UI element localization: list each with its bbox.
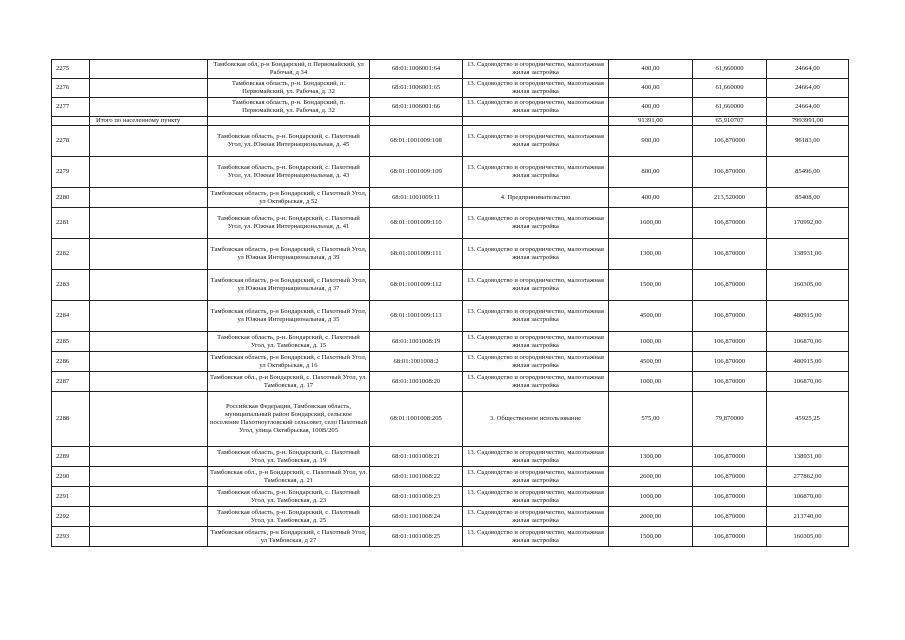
land-use-cell: 13. Садоводство и огородничество, малоэтажная жилая застройка (463, 527, 609, 547)
address-cell: Тамбовская область, р-н Бондарский, с Пахотный Угол, ул Южная Интернациональная, д 37 (208, 270, 370, 301)
row-number: 2278 (52, 126, 90, 157)
cadastral-number-cell: 68:01:1001008:25 (370, 527, 463, 547)
address-cell: Тамбовская область, р-н Бондарский, с Пахотный Угол, ул Октябрьская, д 16 (208, 352, 370, 372)
subtotal-label: Итого по населенному пункту (90, 117, 208, 126)
area-cell: 1300,00 (609, 447, 693, 467)
cadastral-table (51, 59, 849, 547)
settlement-cell (90, 79, 208, 98)
cadastral-number-cell: 68:01:1006001:66 (370, 98, 463, 117)
cadastral-number-cell: 68:01:1001008:20 (370, 372, 463, 392)
table-row (52, 188, 849, 208)
land-use-cell: 13. Садоводство и огородничество, малоэтажная жилая застройка (463, 467, 609, 487)
row-number: 2285 (52, 332, 90, 352)
subtotal-cadastral-cell (370, 117, 463, 126)
land-use-cell: 13. Садоводство и огородничество, малоэтажная жилая застройка (463, 239, 609, 270)
row-number: 2275 (52, 60, 90, 79)
land-use-cell: 13. Садоводство и огородничество, малоэтажная жилая застройка (463, 270, 609, 301)
table-row (52, 270, 849, 301)
address-cell: Тамбовская область, р-н. Бондарский, с. Пахотный Угол, ул. Тамбовская, д. 25 (208, 507, 370, 527)
cadastral-number-cell: 68:01:1001008:23 (370, 487, 463, 507)
land-use-cell: 13. Садоводство и огородничество, малоэтажная жилая застройка (463, 332, 609, 352)
area-cell: 4500,00 (609, 301, 693, 332)
subtotal-address-cell (208, 117, 370, 126)
row-number: 2291 (52, 487, 90, 507)
settlement-cell (90, 392, 208, 447)
subtotal-use-cell (463, 117, 609, 126)
settlement-cell (90, 239, 208, 270)
specific-value-cell: 106,870000 (693, 527, 767, 547)
settlement-cell (90, 60, 208, 79)
cadastral-number-cell: 68:01:1001008:2 (370, 352, 463, 372)
cadastral-value-cell: 160305,00 (767, 270, 849, 301)
address-cell: Тамбовская область, р-н. Бондарский, с. Пахотный Угол, ул. Тамбовская, д. 23 (208, 487, 370, 507)
cadastral-number-cell: 68:01:1001009:111 (370, 239, 463, 270)
address-cell: Тамбовская область, р-н. Бондарский, п. Первомайский, ул. Рабочая, д. 32 (208, 98, 370, 117)
address-cell: Тамбовская область, р-н. Бондарский, п. Первомайский, ул. Рабочая, д. 32 (208, 79, 370, 98)
table-row (52, 392, 849, 447)
settlement-cell (90, 126, 208, 157)
settlement-cell (90, 270, 208, 301)
row-number: 2279 (52, 157, 90, 188)
area-cell: 900,00 (609, 126, 693, 157)
settlement-cell (90, 527, 208, 547)
settlement-cell (90, 352, 208, 372)
row-number: 2290 (52, 467, 90, 487)
area-cell: 1300,00 (609, 239, 693, 270)
row-number: 2280 (52, 188, 90, 208)
subtotal-number-cell (52, 117, 90, 126)
cadastral-number-cell: 68:01:1001009:110 (370, 208, 463, 239)
cadastral-value-cell: 480915,00 (767, 352, 849, 372)
settlement-cell (90, 467, 208, 487)
area-cell: 400,00 (609, 98, 693, 117)
cadastral-value-cell: 160305,00 (767, 527, 849, 547)
specific-value-cell: 106,870000 (693, 467, 767, 487)
row-number: 2289 (52, 447, 90, 467)
land-use-cell: 13. Садоводство и огородничество, малоэтажная жилая застройка (463, 487, 609, 507)
specific-value-cell: 106,870000 (693, 352, 767, 372)
specific-value-cell: 213,520000 (693, 188, 767, 208)
address-cell: Тамбовская область, р-н Бондарский, с Пахотный Угол, ул Октябрьская, д 52 (208, 188, 370, 208)
specific-value-cell: 61,660000 (693, 79, 767, 98)
table-row (52, 507, 849, 527)
cadastral-number-cell: 68:01:1001009:11 (370, 188, 463, 208)
area-cell: 1500,00 (609, 270, 693, 301)
specific-value-cell: 106,870000 (693, 270, 767, 301)
row-number: 2293 (52, 527, 90, 547)
cadastral-number-cell: 68:01:1001009:109 (370, 157, 463, 188)
table-row (52, 239, 849, 270)
specific-value-cell: 61,660000 (693, 60, 767, 79)
land-use-cell: 13. Садоводство и огородничество, малоэтажная жилая застройка (463, 98, 609, 117)
table-row (52, 208, 849, 239)
area-cell: 400,00 (609, 188, 693, 208)
table-row (52, 332, 849, 352)
address-cell: Тамбовская область, р-н Бондарский, с Пахотный Угол, ул Южная Интернациональная, д 39 (208, 239, 370, 270)
table-row (52, 467, 849, 487)
subtotal-area: 91391,00 (609, 117, 693, 126)
area-cell: 4500,00 (609, 352, 693, 372)
table-row (52, 527, 849, 547)
address-cell: Тамбовская область, р-н Бондарский, с Пахотный Угол, ул Южная Интернациональная, д 35 (208, 301, 370, 332)
row-number: 2277 (52, 98, 90, 117)
address-cell: Тамбовская область, р-н. Бондарский, с. Пахотный Угол, ул. Тамбовская, д. 15 (208, 332, 370, 352)
settlement-cell (90, 208, 208, 239)
settlement-cell (90, 487, 208, 507)
settlement-cell (90, 301, 208, 332)
cadastral-value-cell: 106870,00 (767, 487, 849, 507)
area-cell: 400,00 (609, 79, 693, 98)
settlement-cell (90, 507, 208, 527)
specific-value-cell: 106,870000 (693, 507, 767, 527)
cadastral-value-cell: 277862,00 (767, 467, 849, 487)
area-cell: 800,00 (609, 157, 693, 188)
cadastral-value-cell: 45925,25 (767, 392, 849, 447)
land-use-cell: 13. Садоводство и огородничество, малоэтажная жилая застройка (463, 126, 609, 157)
cadastral-value-cell: 96183,00 (767, 126, 849, 157)
specific-value-cell: 106,870000 (693, 208, 767, 239)
settlement-cell (90, 98, 208, 117)
cadastral-number-cell: 68:01:1001008:21 (370, 447, 463, 467)
table-row (52, 79, 849, 98)
cadastral-value-cell: 170992,00 (767, 208, 849, 239)
land-use-cell: 13. Садоводство и огородничество, малоэтажная жилая застройка (463, 157, 609, 188)
land-use-cell: 13. Садоводство и огородничество, малоэтажная жилая застройка (463, 447, 609, 467)
area-cell: 1600,00 (609, 208, 693, 239)
settlement-cell (90, 157, 208, 188)
row-number: 2286 (52, 352, 90, 372)
cadastral-value-cell: 138931,00 (767, 239, 849, 270)
table-row (52, 157, 849, 188)
settlement-cell (90, 447, 208, 467)
settlement-cell (90, 372, 208, 392)
address-cell: Тамбовская обл, р-н Бондарский, п Первомайский, ул Рабочая, д 34 (208, 60, 370, 79)
cadastral-number-cell: 68:01:1001009:113 (370, 301, 463, 332)
cadastral-value-cell: 24664,00 (767, 98, 849, 117)
row-number: 2282 (52, 239, 90, 270)
cadastral-number-cell: 68:01:1006001:64 (370, 60, 463, 79)
specific-value-cell: 106,870000 (693, 239, 767, 270)
land-use-cell: 13. Садоводство и огородничество, малоэтажная жилая застройка (463, 79, 609, 98)
table-row (52, 372, 849, 392)
cadastral-value-cell: 24664,00 (767, 60, 849, 79)
cadastral-number-cell: 68:01:1001008:19 (370, 332, 463, 352)
subtotal-rate: 65,910707 (693, 117, 767, 126)
cadastral-number-cell: 68:01:1001009:112 (370, 270, 463, 301)
cadastral-value-cell: 138931,00 (767, 447, 849, 467)
cadastral-value-cell: 85496,00 (767, 157, 849, 188)
specific-value-cell: 106,870000 (693, 487, 767, 507)
address-cell: Тамбовская область, р-н Бондарский, с Пахотный Угол, ул Тамбовская, д 27 (208, 527, 370, 547)
row-number: 2276 (52, 79, 90, 98)
cadastral-value-cell: 480915,00 (767, 301, 849, 332)
address-cell: Российская Федерация, Тамбовская область, муниципальный район Бондарский, сельское поселение Пахотноугловский сельсовет, село Пахотный Угол, улица Октябрьская, 100В/205 (208, 392, 370, 447)
cadastral-value-cell: 85408,00 (767, 188, 849, 208)
address-cell: Тамбовская обл., р-н Бондарский, с. Пахотный Угол, ул. Тамбовская, д. 17 (208, 372, 370, 392)
table-row (52, 98, 849, 117)
area-cell: 2000,00 (609, 507, 693, 527)
row-number: 2292 (52, 507, 90, 527)
address-cell: Тамбовская обл., р-н Бондарский, с. Пахотный Угол, ул. Тамбовская, д. 21 (208, 467, 370, 487)
row-number: 2287 (52, 372, 90, 392)
cadastral-number-cell: 68:01:1006001:65 (370, 79, 463, 98)
cadastral-value-cell: 106870,00 (767, 372, 849, 392)
area-cell: 1000,00 (609, 332, 693, 352)
land-use-cell: 13. Садоводство и огородничество, малоэтажная жилая застройка (463, 372, 609, 392)
address-cell: Тамбовская область, р-н. Бондарский, с. Пахотный Угол, ул. Южная Интернациональная, д. 43 (208, 157, 370, 188)
specific-value-cell: 106,870000 (693, 372, 767, 392)
row-number: 2281 (52, 208, 90, 239)
address-cell: Тамбовская область, р-н. Бондарский, с. Пахотный Угол, ул. Южная Интернациональная, д. 45 (208, 126, 370, 157)
specific-value-cell: 106,870000 (693, 157, 767, 188)
land-use-cell: 13. Садоводство и огородничество, малоэтажная жилая застройка (463, 301, 609, 332)
land-use-cell: 13. Садоводство и огородничество, малоэтажная жилая застройка (463, 352, 609, 372)
area-cell: 575,00 (609, 392, 693, 447)
cadastral-number-cell: 68:01:1001008:24 (370, 507, 463, 527)
specific-value-cell: 79,870000 (693, 392, 767, 447)
subtotal-row (52, 117, 849, 126)
table-row (52, 126, 849, 157)
land-use-cell: 13. Садоводство и огородничество, малоэтажная жилая застройка (463, 507, 609, 527)
specific-value-cell: 106,870000 (693, 126, 767, 157)
land-use-cell: 4. Предпринимательство (463, 188, 609, 208)
cadastral-value-cell: 24664,00 (767, 79, 849, 98)
cadastral-number-cell: 68:01:1001008:205 (370, 392, 463, 447)
cadastral-value-cell: 106870,00 (767, 332, 849, 352)
row-number: 2283 (52, 270, 90, 301)
area-cell: 400,00 (609, 60, 693, 79)
table-row (52, 60, 849, 79)
land-cadastral-value-sheet (51, 59, 848, 547)
area-cell: 1500,00 (609, 527, 693, 547)
area-cell: 1000,00 (609, 372, 693, 392)
settlement-cell (90, 332, 208, 352)
address-cell: Тамбовская область, р-н. Бондарский, с. Пахотный Угол, ул. Южная Интернациональная, д. 41 (208, 208, 370, 239)
area-cell: 2600,00 (609, 467, 693, 487)
specific-value-cell: 106,870000 (693, 447, 767, 467)
table-row (52, 301, 849, 332)
cadastral-number-cell: 68:01:1001008:22 (370, 467, 463, 487)
table-row (52, 447, 849, 467)
table-row (52, 487, 849, 507)
specific-value-cell: 61,660000 (693, 98, 767, 117)
table-row (52, 352, 849, 372)
land-use-cell: 13. Садоводство и огородничество, малоэтажная жилая застройка (463, 208, 609, 239)
land-use-cell: 13. Садоводство и огородничество, малоэтажная жилая застройка (463, 60, 609, 79)
row-number: 2284 (52, 301, 90, 332)
area-cell: 1000,00 (609, 487, 693, 507)
cadastral-number-cell: 68:01:1001009:108 (370, 126, 463, 157)
land-use-cell: 3. Общественное использование (463, 392, 609, 447)
cadastral-value-cell: 213740,00 (767, 507, 849, 527)
settlement-cell (90, 188, 208, 208)
specific-value-cell: 106,870000 (693, 332, 767, 352)
address-cell: Тамбовская область, р-н. Бондарский, с. Пахотный Угол, ул. Тамбовская, д. 19 (208, 447, 370, 467)
subtotal-cost: 7993991,00 (767, 117, 849, 126)
specific-value-cell: 106,870000 (693, 301, 767, 332)
row-number: 2288 (52, 392, 90, 447)
